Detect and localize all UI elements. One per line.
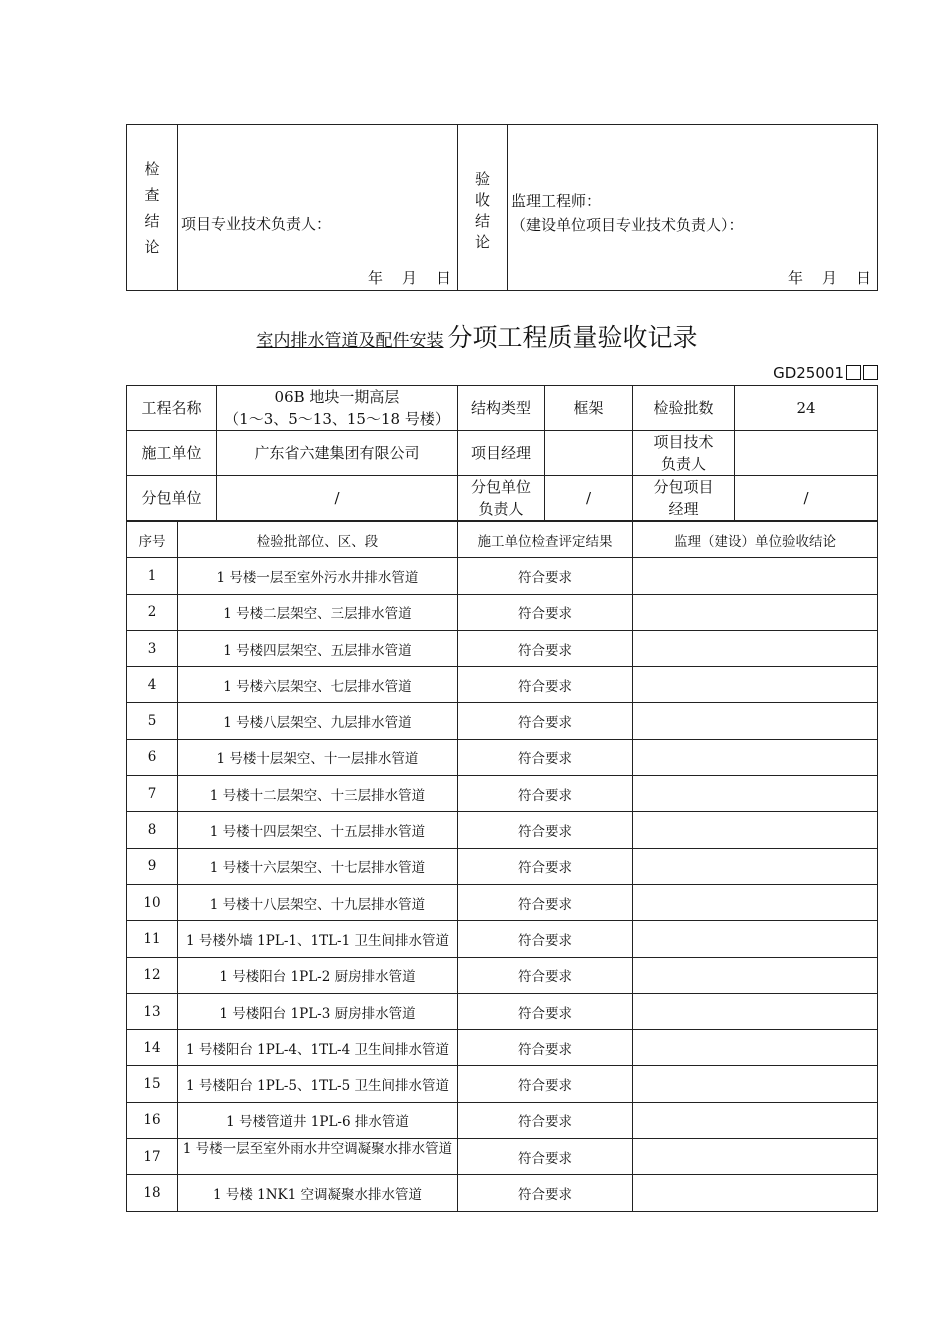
sub-pm-label-line1: 分包项目	[653, 478, 714, 496]
row-no: 11	[127, 921, 178, 957]
tech-lead-label-line2: 负责人	[660, 455, 706, 473]
subitem-name: 室内排水管道及配件安装	[256, 331, 444, 351]
row-location: 1 号楼十二层架空、十三层排水管道	[178, 776, 458, 812]
accept-char-3: 结	[474, 211, 490, 230]
row-location: 1 号楼阳台 1PL-4、1TL-4 卫生间排水管道	[178, 1030, 458, 1066]
row-result[interactable]: 符合要求	[458, 776, 633, 812]
row-result[interactable]: 符合要求	[458, 703, 633, 739]
row-location: 1 号楼一层至室外污水井排水管道	[178, 558, 458, 594]
accept-char-2: 收	[474, 190, 490, 209]
table-row	[127, 667, 878, 703]
check-signer-label: 项目专业技术负责人：	[181, 215, 332, 233]
owner-tech-lead-label: （建设单位项目专业技术负责人）：	[511, 216, 744, 234]
row-location: 1 号楼外墙 1PL-1、1TL-1 卫生间排水管道	[178, 921, 458, 957]
row-location: 1 号楼 1NK1 空调凝聚水排水管道	[178, 1175, 458, 1211]
row-result[interactable]: 符合要求	[458, 1066, 633, 1102]
row-result[interactable]: 符合要求	[458, 630, 633, 666]
row-result[interactable]: 符合要求	[458, 1175, 633, 1211]
sub-pm-label	[633, 476, 735, 521]
row-result[interactable]: 符合要求	[458, 848, 633, 884]
row-result[interactable]: 符合要求	[458, 594, 633, 630]
row-conclusion[interactable]	[633, 1175, 878, 1211]
row-result[interactable]: 符合要求	[458, 1102, 633, 1138]
accept-date: 年 月 日	[787, 269, 873, 287]
project-name-label: 工程名称	[127, 386, 217, 431]
row-conclusion[interactable]	[633, 848, 878, 884]
row-result[interactable]: 符合要求	[458, 921, 633, 957]
row-no: 8	[127, 812, 178, 848]
row-location: 1 号楼四层架空、五层排水管道	[178, 630, 458, 666]
row-conclusion[interactable]	[633, 957, 878, 993]
row-conclusion[interactable]	[633, 921, 878, 957]
row-conclusion[interactable]	[633, 884, 878, 920]
header-conclusion: 监理（建设）单位验收结论	[633, 522, 878, 558]
subcontractor-value[interactable]: /	[217, 476, 458, 521]
row-conclusion[interactable]	[633, 1066, 878, 1102]
table-row	[127, 558, 878, 594]
row-conclusion[interactable]	[633, 812, 878, 848]
project-manager-label: 项目经理	[458, 431, 545, 476]
row-conclusion[interactable]	[633, 1030, 878, 1066]
table-row	[127, 1030, 878, 1066]
subcontractor-label: 分包单位	[127, 476, 217, 521]
table-row	[127, 993, 878, 1029]
row-conclusion[interactable]	[633, 594, 878, 630]
row-no: 17	[127, 1139, 178, 1175]
row-result[interactable]: 符合要求	[458, 957, 633, 993]
row-no: 18	[127, 1175, 178, 1211]
table-row	[127, 1102, 878, 1138]
row-conclusion[interactable]	[633, 667, 878, 703]
row-no: 12	[127, 957, 178, 993]
form-code	[773, 364, 878, 382]
conclusion-table	[126, 124, 878, 291]
accept-conclusion-label	[458, 125, 508, 291]
row-no: 14	[127, 1030, 178, 1066]
row-location	[178, 1139, 458, 1175]
table-row	[127, 921, 878, 957]
row-location: 1 号楼阳台 1PL-3 厨房排水管道	[178, 993, 458, 1029]
row-location: 1 号楼六层架空、七层排水管道	[178, 667, 458, 703]
project-name-line1: 06B 地块一期高层	[274, 388, 400, 406]
sub-lead-label-line2: 负责人	[478, 500, 524, 518]
row-no: 7	[127, 776, 178, 812]
accept-char-4: 论	[474, 232, 490, 251]
row-location: 1 号楼十六层架空、十七层排水管道	[178, 848, 458, 884]
form-code-text: GD25001	[773, 364, 844, 382]
table-body	[127, 558, 878, 1211]
page-title	[0, 318, 950, 354]
row-conclusion[interactable]	[633, 703, 878, 739]
table-row	[127, 776, 878, 812]
row-location: 1 号楼十层架空、十一层排水管道	[178, 739, 458, 775]
row-no: 13	[127, 993, 178, 1029]
sub-lead-label	[458, 476, 545, 521]
check-char-3: 结	[144, 211, 160, 230]
row-location-text: 1 号楼一层至室外雨水井空调凝聚水排水管道	[182, 1140, 453, 1157]
row-conclusion[interactable]	[633, 630, 878, 666]
row-no: 2	[127, 594, 178, 630]
row-no: 9	[127, 848, 178, 884]
table-row	[127, 1066, 878, 1102]
supervisor-label: 监理工程师：	[511, 192, 602, 210]
inspection-batch-table	[126, 521, 878, 1212]
structure-type-value[interactable]: 框架	[545, 386, 633, 431]
tech-lead-label-line1: 项目技术	[653, 433, 714, 451]
sub-pm-label-line2: 经理	[668, 500, 699, 518]
row-location: 1 号楼八层架空、九层排水管道	[178, 703, 458, 739]
row-location: 1 号楼阳台 1PL-5、1TL-5 卫生间排水管道	[178, 1066, 458, 1102]
batch-count-value[interactable]: 24	[735, 386, 878, 431]
table-row	[127, 884, 878, 920]
tech-lead-label	[633, 431, 735, 476]
sub-lead-value[interactable]: /	[545, 476, 633, 521]
row-location: 1 号楼阳台 1PL-2 厨房排水管道	[178, 957, 458, 993]
row-result[interactable]: 符合要求	[458, 739, 633, 775]
row-result[interactable]: 符合要求	[458, 1030, 633, 1066]
row-no: 16	[127, 1102, 178, 1138]
row-location: 1 号楼十四层架空、十五层排水管道	[178, 812, 458, 848]
code-box-1[interactable]	[846, 365, 861, 380]
row-no: 15	[127, 1066, 178, 1102]
table-row	[127, 812, 878, 848]
row-location: 1 号楼管道井 1PL-6 排水管道	[178, 1102, 458, 1138]
row-conclusion[interactable]	[633, 739, 878, 775]
project-name-value[interactable]	[217, 386, 458, 431]
header-no: 序号	[127, 522, 178, 558]
batch-count-label: 检验批数	[633, 386, 735, 431]
row-no: 1	[127, 558, 178, 594]
row-conclusion[interactable]	[633, 1102, 878, 1138]
row-result[interactable]: 符合要求	[458, 812, 633, 848]
check-char-4: 论	[144, 237, 160, 256]
header-result: 施工单位检查评定结果	[458, 522, 633, 558]
check-char-1: 检	[144, 159, 160, 178]
tech-lead-value[interactable]	[735, 431, 878, 476]
row-conclusion[interactable]	[633, 993, 878, 1029]
row-location: 1 号楼十八层架空、十九层排水管道	[178, 884, 458, 920]
sub-lead-label-line1: 分包单位	[470, 478, 531, 496]
row-result[interactable]: 符合要求	[458, 667, 633, 703]
sub-pm-value[interactable]: /	[735, 476, 878, 521]
table-header-row	[127, 522, 878, 558]
code-box-2[interactable]	[863, 365, 878, 380]
row-conclusion[interactable]	[633, 1139, 878, 1175]
contractor-label: 施工单位	[127, 431, 217, 476]
row-result[interactable]: 符合要求	[458, 884, 633, 920]
row-no: 10	[127, 884, 178, 920]
row-no: 3	[127, 630, 178, 666]
title-main: 分项工程质量验收记录	[447, 323, 698, 352]
check-signature-cell[interactable]	[178, 125, 458, 291]
table-row	[127, 1175, 878, 1211]
project-name-line2: （1～3、5～13、15～18 号楼）	[224, 410, 450, 428]
project-info-table	[126, 385, 878, 521]
row-conclusion[interactable]	[633, 776, 878, 812]
accept-signature-cell[interactable]	[508, 125, 878, 291]
row-no: 5	[127, 703, 178, 739]
accept-char-1: 验	[474, 169, 490, 188]
table-row	[127, 1139, 878, 1175]
header-location: 检验批部位、区、段	[178, 522, 458, 558]
row-no: 4	[127, 667, 178, 703]
contractor-value[interactable]: 广东省六建集团有限公司	[217, 431, 458, 476]
row-location: 1 号楼二层架空、三层排水管道	[178, 594, 458, 630]
row-result[interactable]: 符合要求	[458, 558, 633, 594]
table-row	[127, 703, 878, 739]
table-row	[127, 957, 878, 993]
table-row	[127, 739, 878, 775]
row-no: 6	[127, 739, 178, 775]
table-row	[127, 848, 878, 884]
project-manager-value[interactable]	[545, 431, 633, 476]
table-row	[127, 630, 878, 666]
row-result[interactable]: 符合要求	[458, 1139, 633, 1175]
row-result[interactable]: 符合要求	[458, 993, 633, 1029]
check-char-2: 查	[144, 185, 160, 204]
structure-type-label: 结构类型	[458, 386, 545, 431]
check-date: 年 月 日	[367, 269, 453, 287]
check-conclusion-label	[127, 125, 178, 291]
accept-signer-block	[511, 189, 744, 237]
row-conclusion[interactable]	[633, 558, 878, 594]
table-row	[127, 594, 878, 630]
